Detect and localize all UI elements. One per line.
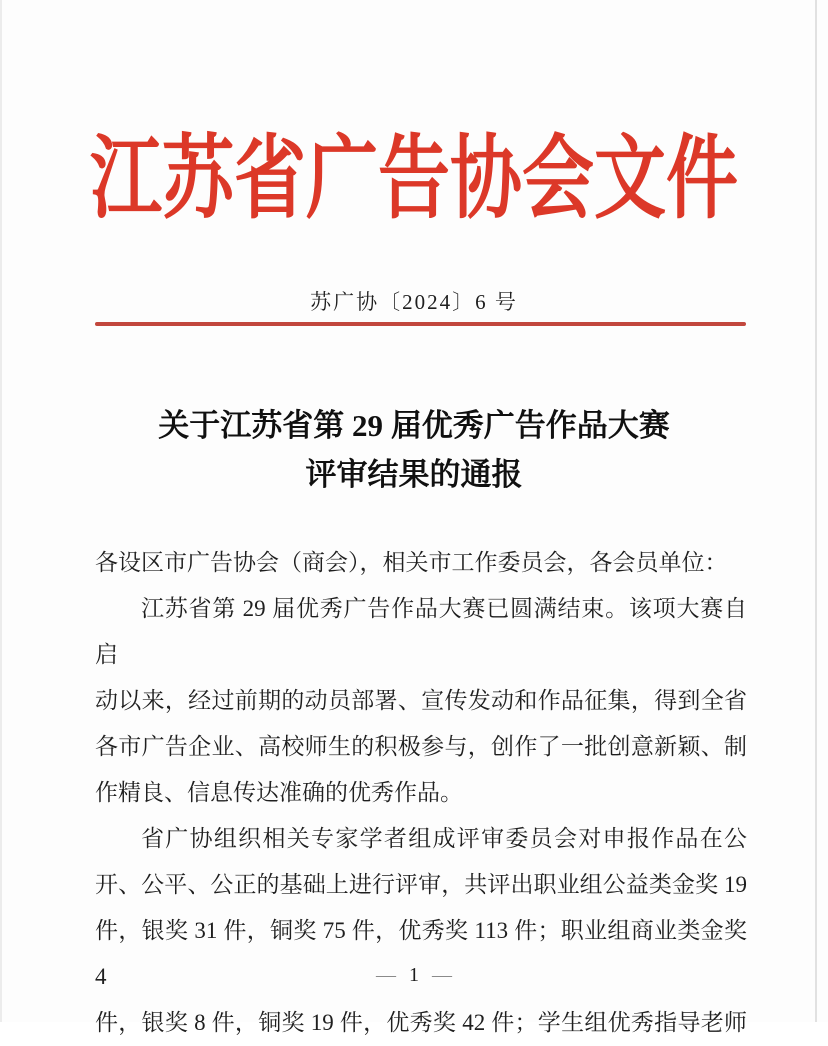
page-number: 1: [409, 964, 419, 986]
document-number: 苏广协〔2024〕6 号: [310, 290, 518, 314]
footer-dash-left: —: [376, 964, 396, 986]
body-line: 件，银奖 8 件，铜奖 19 件，优秀奖 42 件；学生组优秀指导老师: [95, 1010, 747, 1035]
body-line: 省广协组织相关专家学者组成评审委员会对申报作品在公: [141, 826, 747, 851]
salutation-line: 各设区市广告协会（商会），相关市工作委员会，各会员单位：: [95, 550, 728, 575]
heading-line-1: 关于江苏省第 29 届优秀广告作品大赛: [158, 408, 670, 443]
page-footer: [0, 964, 828, 987]
body-line: 江苏省第 29 届优秀广告作品大赛已圆满结束。该项大赛自启: [95, 596, 747, 667]
footer-dash-right: —: [432, 964, 452, 986]
letterhead-title: 江苏省广告协会文件: [89, 128, 738, 230]
red-separator-rule: [95, 322, 746, 326]
body-line: 开、公平、公正的基础上进行评审，共评出职业组公益类金奖 19: [95, 872, 747, 897]
body-line: 动以来，经过前期的动员部署、宣传发动和作品征集，得到全省: [95, 688, 747, 713]
body-line: 件，银奖 31 件，铜奖 75 件，优秀奖 113 件；职业组商业类金奖 4: [95, 918, 747, 989]
heading-line-2: 评审结果的通报: [305, 457, 523, 492]
body-line: 各市广告企业、高校师生的积极参与，创作了一批创意新颖、制: [95, 734, 747, 759]
body-line: 作精良、信息传达准确的优秀作品。: [95, 780, 463, 805]
document-heading: [0, 401, 828, 499]
